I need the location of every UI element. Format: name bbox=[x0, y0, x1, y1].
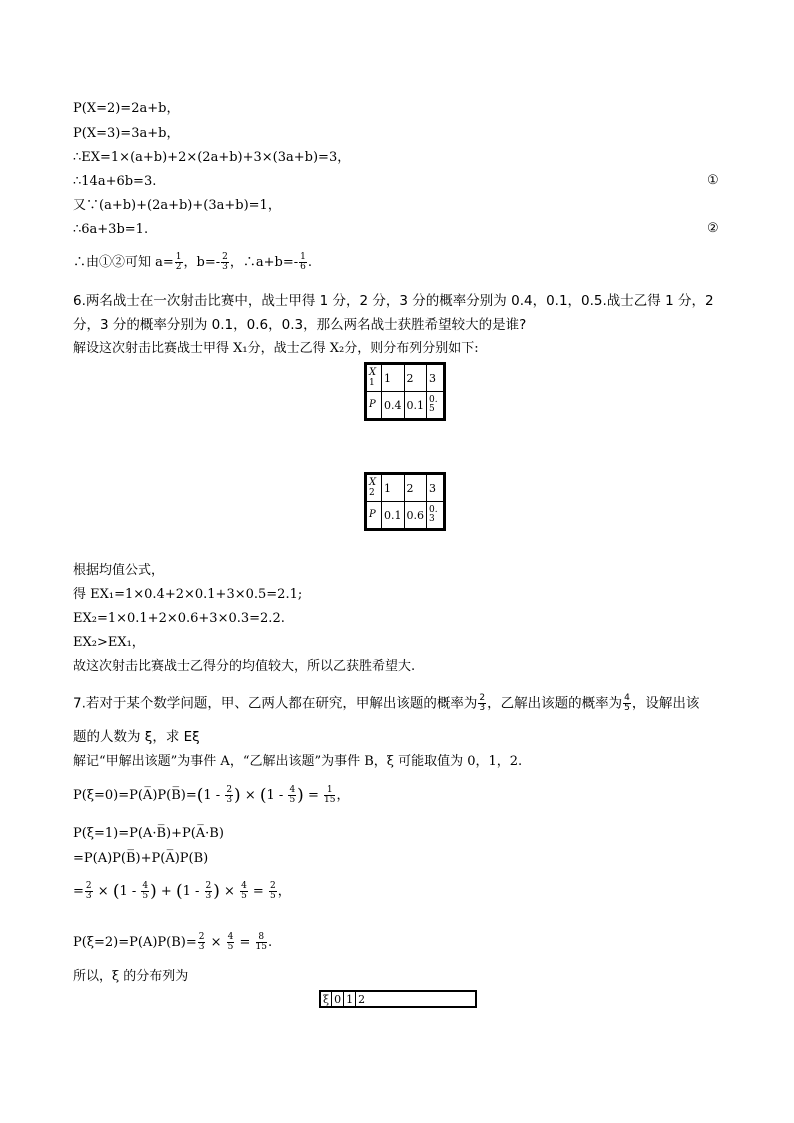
table-cell: 0. 5 bbox=[427, 392, 445, 420]
q7-p1-line-a: P(ξ=1)=P(A·B̅)+P(A̅·B) bbox=[73, 826, 224, 841]
table-cell: 0.6 bbox=[404, 502, 427, 530]
table-cell: 1 bbox=[344, 991, 356, 1007]
q7-p1-line-b: =P(A)P(B̅)+P(A̅)P(B) bbox=[73, 851, 209, 866]
table-cell: 2 bbox=[404, 364, 427, 392]
eq-line-6: ∴6a+3b=1. bbox=[73, 222, 149, 237]
mark-2: ② bbox=[707, 221, 719, 236]
q7-line-1: 7.若对于某个数学问题，甲、乙两人都在研究，甲解出该题的概率为 $\frac{2}{3}$ ，乙解出该题的概率为 $\frac{4}{5}$ ，设解出该 bbox=[73, 693, 700, 713]
table-p-cell: P bbox=[366, 502, 382, 530]
table-cell: 0.1 bbox=[404, 392, 427, 420]
table-cell: 1 bbox=[382, 474, 405, 502]
table-p-cell: P bbox=[366, 392, 382, 420]
table-cell: 0.4 bbox=[382, 392, 405, 420]
mark-1: ① bbox=[707, 173, 719, 188]
table-cell: 0. 3 bbox=[427, 502, 445, 530]
q6-formula-intro: 根据均值公式， bbox=[73, 563, 165, 578]
table-cell: 2 bbox=[404, 474, 427, 502]
table-cell: 2 bbox=[356, 991, 477, 1007]
q6-ex2: EX₂=1×0.1+2×0.6+3×0.3=2.2. bbox=[73, 611, 285, 626]
distribution-table-x1 bbox=[364, 362, 446, 421]
eq-line-5: 又∵(a+b)+(2a+b)+(3a+b)=1， bbox=[73, 198, 281, 213]
table-cell: 0.1 bbox=[382, 502, 405, 530]
eq-line-4: ∴14a+6b=3. bbox=[73, 174, 157, 189]
q6-compare: EX₂>EX₁， bbox=[73, 635, 145, 650]
table-var-cell: X 1 bbox=[366, 364, 382, 392]
q6-ex1: 得 EX₁=1×0.4+2×0.1+3×0.5=2.1; bbox=[73, 587, 303, 602]
q7-p0: P(ξ=0)=P(A̅)P(B̅)=(1 - $\frac{2}{3}$ ) × (1 - $\frac{4}{5}$ ) = $\frac{1}{15}$ ， bbox=[73, 785, 350, 806]
eq-line-2: P(X=3)=3a+b， bbox=[73, 126, 180, 141]
table-cell: ξ bbox=[323, 992, 330, 1006]
q6-line-2: 分，3 分的概率分别为 0.1，0.6，0.3，那么两名战士获胜希望较大的是谁? bbox=[73, 317, 527, 333]
xi-distribution-table bbox=[319, 990, 477, 1008]
eq-line-7: ∴由①②可知 a= $\frac{1}{2}$ ，b=- $\frac{2}{3}$ ，∴a+b=- $\frac{1}{6}$ . bbox=[73, 252, 312, 272]
q7-final-intro: 所以，ξ 的分布列为 bbox=[73, 969, 189, 984]
q7-p2: P(ξ=2)=P(A)P(B)= $\frac{2}{3}$ × $\frac{4}{5}$ = $\frac{8}{15}$ . bbox=[73, 932, 273, 952]
q6-line-1: 6.两名战士在一次射击比赛中，战士甲得 1 分，2 分，3 分的概率分别为 0.4，0.1，0.5.战士乙得 1 分，2 bbox=[73, 293, 714, 309]
q7-solution-intro: 解记“甲解出该题”为事件 A，“乙解出该题”为事件 B，ξ 可能取值为 0，1，2. bbox=[73, 754, 523, 769]
eq-line-3: ∴EX=1×(a+b)+2×(2a+b)+3×(3a+b)=3， bbox=[73, 150, 351, 165]
q6-solution-intro: 解设这次射击比赛战士甲得 X₁分，战士乙得 X₂分，则分布列分别如下: bbox=[73, 341, 479, 356]
q7-line-2: 题的人数为 ξ，求 Eξ bbox=[73, 729, 200, 745]
q7-p1-line-c: = $\frac{2}{3}$ × (1 - $\frac{4}{5}$ ) + (1 - $\frac{2}{3}$ ) × $\frac{4}{5}$ = $\frac{2}{5}$ ， bbox=[73, 881, 291, 902]
distribution-table-x2 bbox=[364, 472, 446, 531]
table-cell: 3 bbox=[427, 364, 445, 392]
q6-conclusion: 故这次射击比赛战士乙得分的均值较大，所以乙获胜希望大. bbox=[73, 659, 416, 674]
table-var-cell: X 2 bbox=[366, 474, 382, 502]
table-cell: 0 bbox=[332, 991, 344, 1007]
eq-line-1: P(X=2)=2a+b， bbox=[73, 101, 180, 116]
table-cell: 1 bbox=[382, 364, 405, 392]
table-cell: 3 bbox=[427, 474, 445, 502]
